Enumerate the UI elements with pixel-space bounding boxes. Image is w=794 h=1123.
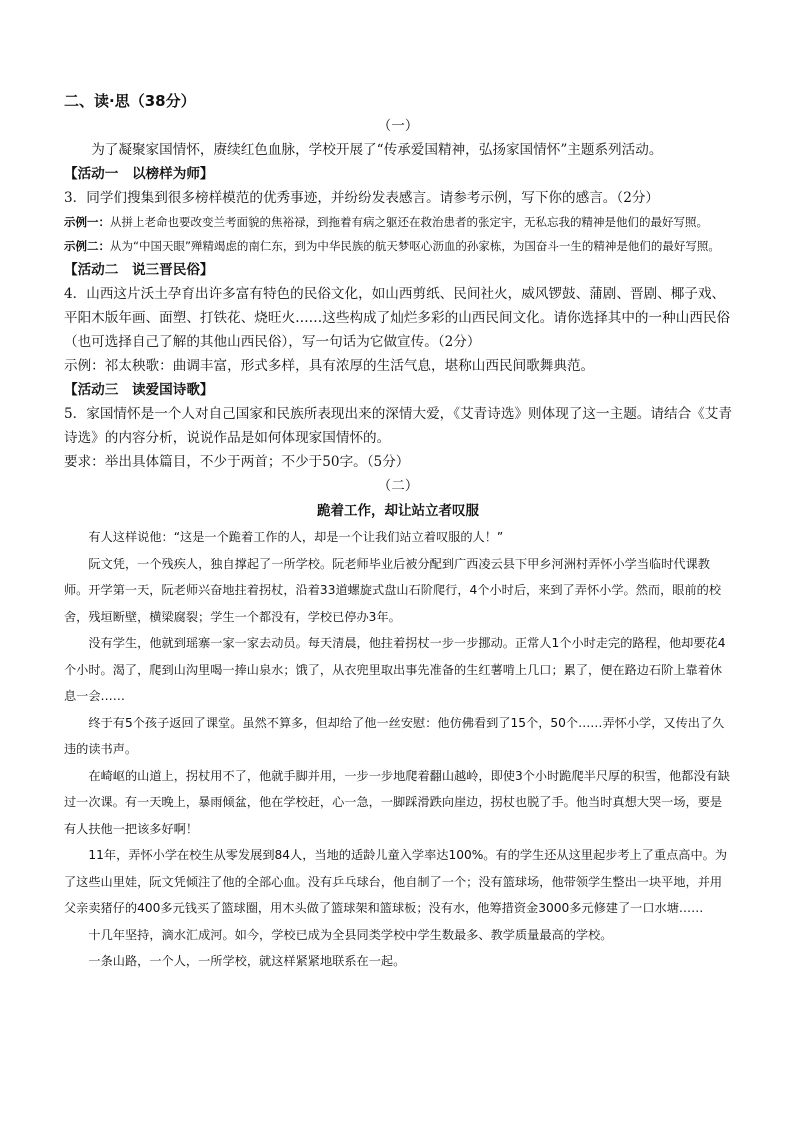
example-2-text: 从为“中国天眼”殚精竭虑的南仁东，到为中华民族的航天梦呕心沥血的孙家栋，为国奋斗一生的精神是他们的最好写照。 — [110, 239, 720, 253]
article-paragraph: 阮文凭，一个残疾人，独自撑起了一所学校。阮老师毕业后被分配到广西凌云县下甲乡河洲村弄怀小学当临时代课教师。开学第一天，阮老师兴奋地拄着拐杖，沿着33道螺旋式盘山石阶爬行，4个小时后，来到了弄怀小学。然而，眼前的校舍，残垣断壁，横梁腐裂；学生一个都没有，学校已停办3年。 — [64, 556, 722, 624]
section-title: 二、读·思（38分） — [64, 92, 196, 110]
article-paragraph: 十几年坚持，滴水汇成河。如今，学校已成为全县同类学校中学生数最多、教学质量最高的学校。 — [88, 927, 613, 942]
example-1 — [64, 210, 732, 234]
part1-heading: （一） — [377, 118, 419, 134]
article-paragraph: 终于有5个孩子返回了课堂。虽然不算多，但却给了他一丝安慰：他仿佛看到了15个，50个……弄怀小学，又传出了久违的读书声。 — [64, 715, 725, 756]
question-3: 3．同学们搜集到很多榜样模范的优秀事迹，并纷纷发表感言。请参考示例，写下你的感言。（2分） — [64, 190, 660, 206]
question-5: 5．家国情怀是一个人对自己国家和民族所表现出来的深情大爱，《艾青诗选》则体现了这一主题。请结合《艾青诗选》的内容分析，说说作品是如何体现家国情怀的。 — [64, 406, 732, 446]
article-paragraph: 在崎岖的山道上，拐杖用不了，他就手脚并用，一步一步地爬着翻山越岭，即使3个小时跪爬半尺厚的积雪，他都没有缺过一次课。有一天晚上，暴雨倾盆，他在学校赶，心一急，一脚踩滑跌向崖边，拐杖也脱了手。他当时真想大哭一场，要是有人扶他一把该多好啊！ — [64, 768, 730, 836]
example-1-tag: 示例一： — [64, 215, 110, 229]
article-paragraph: 一条山路，一个人，一所学校，就这样紧紧地联系在一起。 — [88, 954, 406, 968]
question-4: 4．山西这片沃土孕育出许多富有特色的民俗文化，如山西剪纸、民间社火，威风锣鼓、蒲剧、晋剧、椰子戏、平阳木版年画、面塑、打铁花、烧旺火……这些构成了灿烂多彩的山西民间文化。请你选择其中的一种山西民俗（也可选择自己了解的其他山西民俗），写一句话为它做宣传。（2分） — [64, 286, 731, 350]
example-2 — [64, 234, 732, 258]
part1-intro: 为了凝聚家国情怀，赓续红色血脉，学校开展了“传承爱国精神，弘扬家国情怀”主题系列活动。 — [91, 142, 663, 158]
example-2-tag: 示例二： — [64, 239, 110, 253]
article-paragraph: 有人这样说他：“这是一个跪着工作的人，却是一个让我们站立着叹服的人！” — [88, 530, 504, 544]
activity3-title: 【活动三 读爱国诗歌】 — [64, 382, 214, 398]
article-paragraph: 11年，弄怀小学在校生从零发展到84人，当地的适龄儿童入学率达100%。有的学生还从这里起步考上了重点高中。为了这些山里娃，阮文凭倾注了他的全部心血。没有乒乓球台，他自制了一个；没有篮球场，他带领学生整出一块平地，并用父亲卖猪仔的400多元钱买了篮球圈，用木头做了篮球架和篮球板；没有水，他筹措资金3000多元修建了一口水塘…… — [64, 848, 728, 915]
part2-heading: （二） — [377, 478, 419, 494]
activity1-title: 【活动一 以榜样为师】 — [64, 166, 214, 182]
activity2-title: 【活动二 说三晋民俗】 — [64, 262, 214, 278]
document-content — [64, 88, 732, 975]
article-paragraph: 没有学生，他就到瑶寨一家一家去动员。每天清晨，他拄着拐杖一步一步挪动。正常人1个小时走完的路程，他却要花4个小时。渴了，爬到山沟里喝一捧山泉水；饿了，从衣兜里取出事先准备的生红薯啃上几口；累了，便在路边石阶上靠着休息一会…… — [64, 636, 726, 703]
example-1-text: 从拼上老命也要改变兰考面貌的焦裕禄，到拖着有病之躯还在救治患者的张定宇，无私忘我的精神是他们的最好写照。 — [110, 215, 708, 229]
article-title: 跪着工作，却让站立者叹服 — [317, 503, 479, 519]
question-4-example: 示例：祁太秧歌：曲调丰富，形式多样，具有浓厚的生活气息，堪称山西民间歌舞典范。 — [64, 358, 595, 374]
question-5-requirement: 要求：举出具体篇目，不少于两首；不少于50字。（5分） — [64, 454, 410, 470]
article-body — [64, 524, 732, 975]
